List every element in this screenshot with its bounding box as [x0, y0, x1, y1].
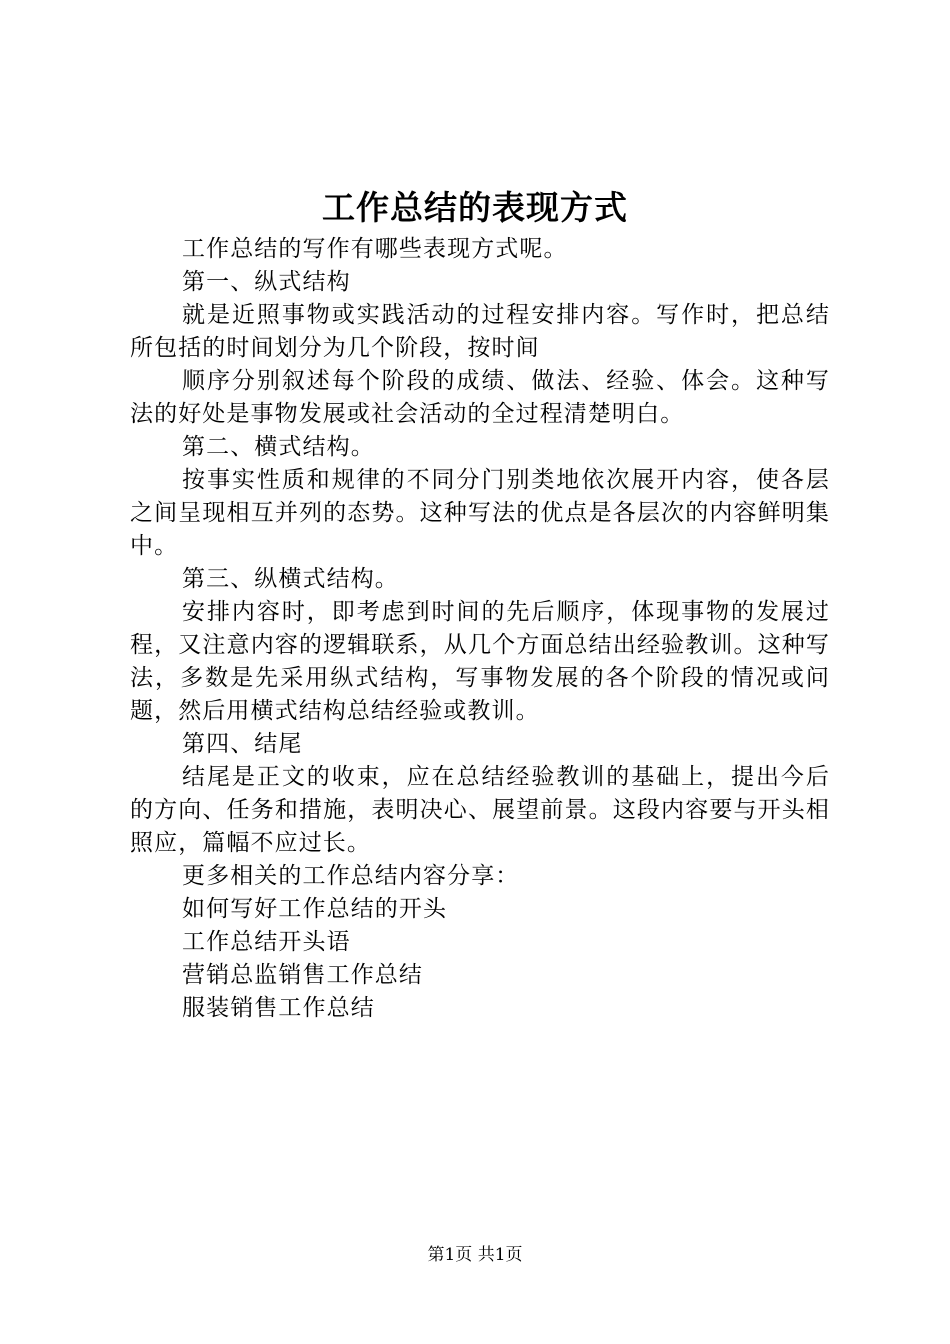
paragraph-combined: 安排内容时，即考虑到时间的先后顺序，体现事物的发展过程，又注意内容的逻辑联系，从几个方面总结出经验教训。这种写法，多数是先采用纵式结构，写事物发展的各个阶段的情况或问题，然后用横式结构总结经验或教训。 [130, 599, 830, 724]
heading-horizontal-structure: 第二、横式结构。 [182, 434, 375, 460]
related-link-2[interactable]: 工作总结开头语 [182, 929, 351, 955]
paragraph-intro: 工作总结的写作有哪些表现方式呢。 [182, 236, 568, 262]
document-title: 工作总结的表现方式 [322, 188, 628, 227]
heading-ending: 第四、结尾 [182, 731, 303, 757]
document-body [130, 233, 830, 1025]
related-link-4[interactable]: 服装销售工作总结 [182, 995, 375, 1021]
paragraph-horizontal: 按事实性质和规律的不同分门别类地依次展开内容，使各层之间呈现相互并列的态势。这种写法的优点是各层次的内容鲜明集中。 [130, 467, 830, 559]
heading-vertical-structure: 第一、纵式结构 [182, 269, 351, 295]
related-link-1[interactable]: 如何写好工作总结的开头 [182, 896, 448, 922]
paragraph-vertical-2: 顺序分别叙述每个阶段的成绩、做法、经验、体会。这种写法的好处是事物发展或社会活动的全过程清楚明白。 [130, 368, 830, 427]
related-link-3[interactable]: 营销总监销售工作总结 [182, 962, 423, 988]
related-content-heading: 更多相关的工作总结内容分享： [182, 863, 520, 889]
paragraph-ending: 结尾是正文的收束，应在总结经验教训的基础上，提出今后的方向、任务和措施，表明决心、展望前景。这段内容要与开头相照应，篇幅不应过长。 [130, 764, 830, 856]
page-number-footer: 第1页 共1页 [427, 1245, 523, 1265]
paragraph-vertical-1: 就是近照事物或实践活动的过程安排内容。写作时，把总结所包括的时间划分为几个阶段，按时间 [130, 302, 830, 361]
heading-combined-structure: 第三、纵横式结构。 [182, 566, 399, 592]
